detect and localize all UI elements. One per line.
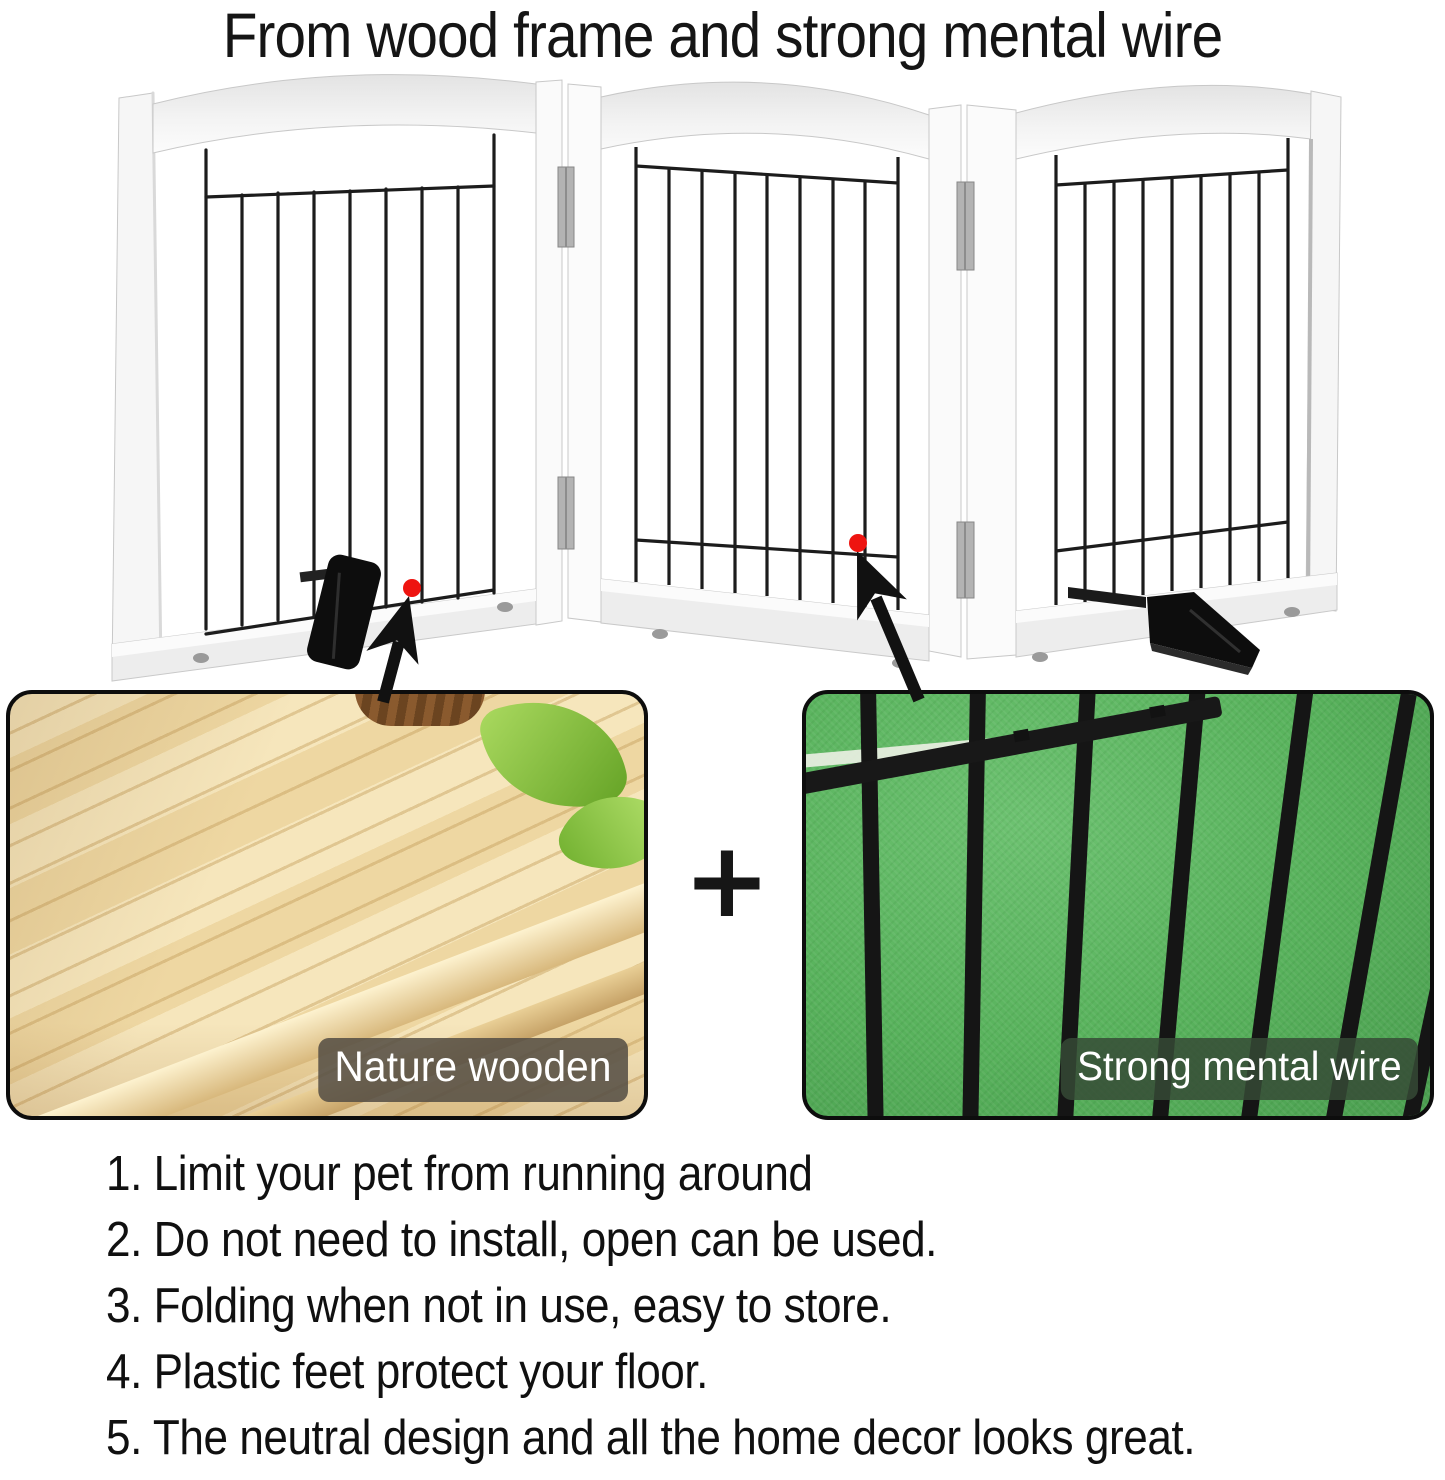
wood-photo-label: Nature wooden [319, 1038, 628, 1102]
plus-sign: + [683, 819, 771, 941]
wood-photo [6, 690, 648, 1120]
feature-item: 1. Limit your pet from running around [106, 1147, 813, 1201]
wire-photo-label: Strong mental wire [1061, 1038, 1418, 1100]
foot-wedge-left [300, 552, 384, 672]
feature-item: 2. Do not need to install, open can be used. [106, 1213, 937, 1267]
gate-illustration [0, 0, 1445, 735]
red-dot-marker [849, 534, 867, 552]
page-title: From wood frame and strong mental wire [222, 1, 1223, 71]
feature-list [106, 1147, 1316, 1480]
wire-grid-right [1056, 138, 1288, 605]
gate-panel-middle [568, 82, 961, 661]
wire-photo [802, 690, 1434, 1120]
red-dot-marker [403, 579, 421, 597]
feature-item: 3. Folding when not in use, easy to store. [106, 1279, 892, 1333]
feature-item: 5. The neutral design and all the home decor looks great. [106, 1411, 1195, 1465]
gate-panel-right [967, 85, 1341, 659]
feature-item: 4. Plastic feet protect your floor. [106, 1345, 708, 1399]
